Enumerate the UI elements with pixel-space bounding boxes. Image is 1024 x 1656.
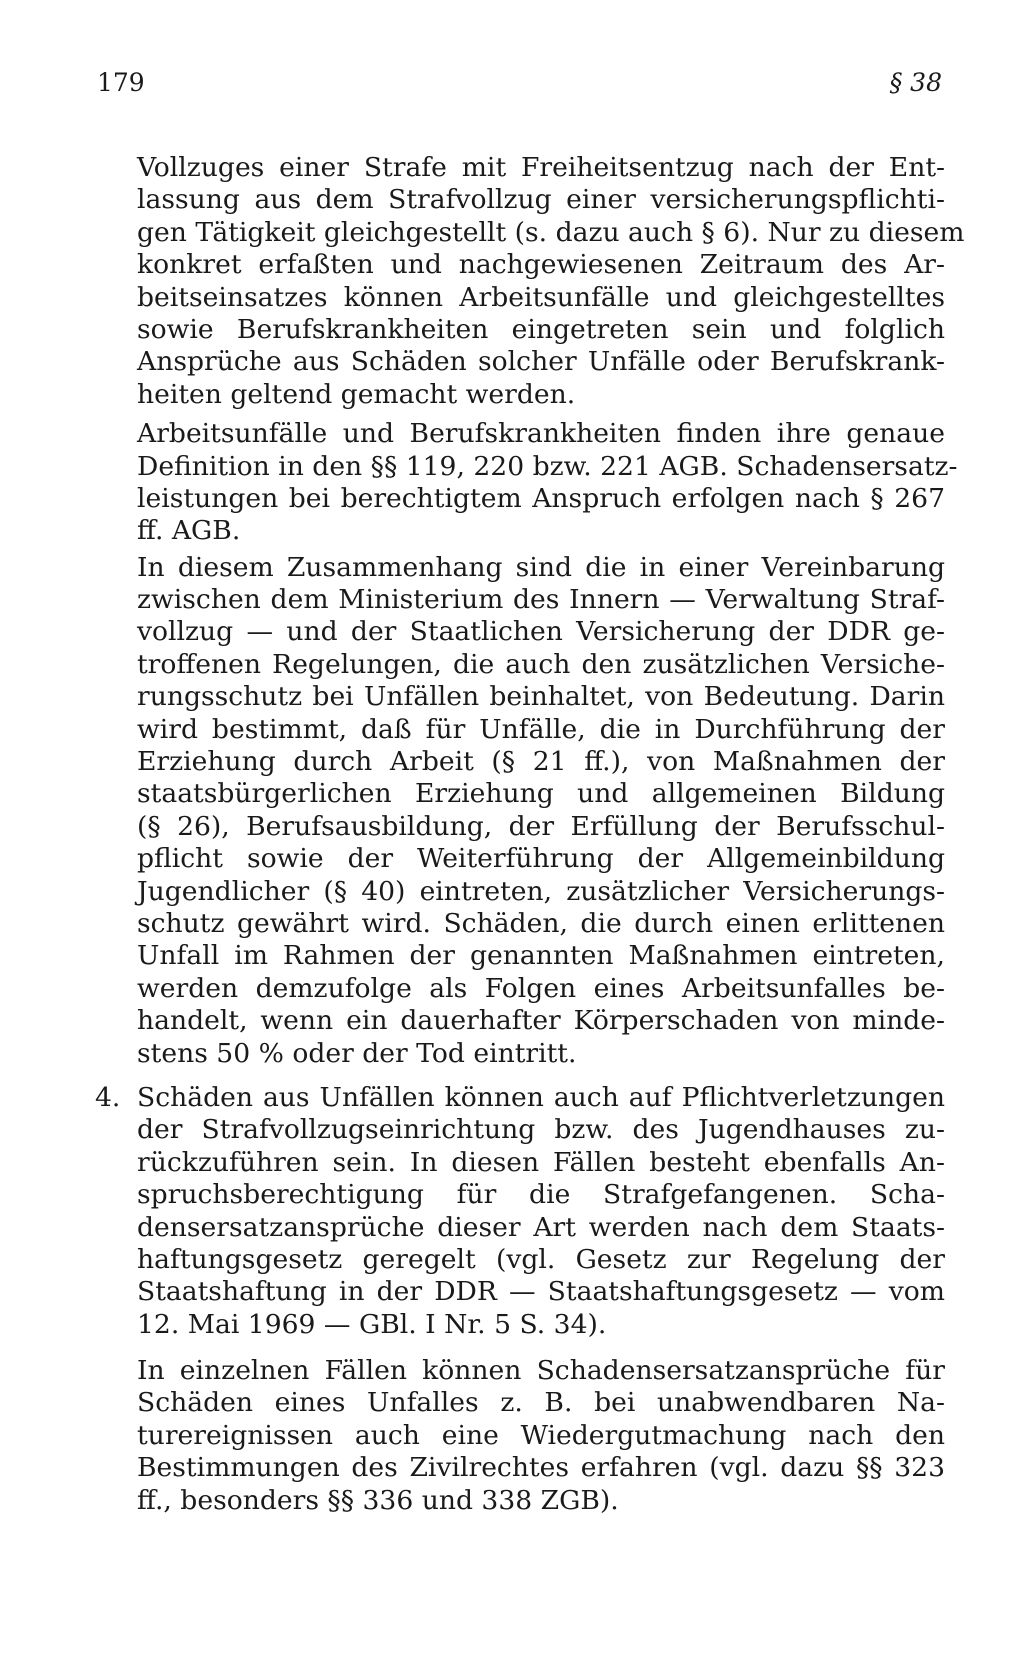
text-line: staatsbürgerlichen Erziehung und allgemeinen Bildung [137, 778, 945, 810]
text-line: Jugendlicher (§ 40) eintreten, zusätzlicher Versicherungs- [137, 875, 945, 907]
text-line: In diesem Zusammenhang sind die in einer Vereinbarung [137, 551, 945, 583]
text-line: stens 50 % oder der Tod eintritt. [137, 1037, 577, 1069]
text-line: leistungen bei berechtigtem Anspruch erfolgen nach § 267 [137, 482, 945, 514]
text-line: rungsschutz bei Unfällen beinhaltet, von Bedeutung. Darin [137, 681, 945, 713]
text-line: lassung aus dem Strafvollzug einer versicherungspflichti- [137, 184, 945, 216]
text-line: Definition in den §§ 119, 220 bzw. 221 AGB. Schadensersatz- [137, 450, 958, 482]
text-line: Ansprüche aus Schäden solcher Unfälle oder Berufskrank- [137, 346, 945, 378]
text-line: troffenen Regelungen, die auch den zusätzlichen Versiche- [137, 648, 945, 680]
text-line: rückzuführen sein. In diesen Fällen besteht ebenfalls An- [137, 1146, 945, 1178]
text-line: (§ 26), Berufsausbildung, der Erfüllung der Berufsschul- [137, 810, 945, 842]
text-line: werden demzufolge als Folgen eines Arbeitsunfalles be- [137, 972, 945, 1004]
text-line: handelt, wenn ein dauerhafter Körperschaden von minde- [137, 1005, 945, 1037]
text-line: wird bestimmt, daß für Unfälle, die in Durchführung der [137, 713, 945, 745]
text-line: haftungsgesetz geregelt (vgl. Gesetz zur Regelung der [137, 1243, 945, 1275]
text-line: der Strafvollzugseinrichtung bzw. des Jugendhauses zu- [137, 1114, 945, 1146]
text-line: pflicht sowie der Weiterführung der Allgemeinbildung [137, 843, 945, 875]
text-line: vollzug — und der Staatlichen Versicherung der DDR ge- [137, 616, 945, 648]
section-reference: § 38 [889, 68, 942, 97]
paragraph-definitions [137, 418, 958, 548]
text-line: densersatzansprüche dieser Art werden nach dem Staats- [137, 1211, 945, 1243]
text-line: konkret erfaßten und nachgewiesenen Zeitraum des Ar- [137, 249, 945, 281]
text-line: gen Tätigkeit gleichgestellt (s. dazu auch § 6). Nur zu diesem [137, 216, 965, 248]
text-line: Schäden eines Unfalles z. B. bei unabwendbaren Na- [137, 1387, 945, 1419]
text-line: Staatshaftung in der DDR — Staatshaftungsgesetz — vom [137, 1276, 945, 1308]
text-line: spruchsberechtigung für die Strafgefangenen. Scha- [137, 1179, 945, 1211]
paragraph-agreement [137, 552, 945, 1070]
text-line: In einzelnen Fällen können Schadensersatzansprüche für [137, 1355, 945, 1387]
text-line: ff. AGB. [137, 515, 241, 547]
text-line: Arbeitsunfälle und Berufskrankheiten finden ihre genaue [137, 418, 945, 450]
text-line: Unfall im Rahmen der genannten Maßnahmen eintreten, [137, 940, 945, 972]
body-text [95, 152, 965, 1517]
item-number: 4. [95, 1081, 121, 1113]
text-line: 12. Mai 1969 — GBl. I Nr. 5 S. 34). [137, 1308, 607, 1340]
paragraph-civil-law [137, 1355, 945, 1517]
page-number: 179 [97, 68, 145, 97]
text-line: Vollzuges einer Strafe mit Freiheitsentzug nach der Ent- [137, 152, 945, 183]
text-line: Bestimmungen des Zivilrechtes erfahren (vgl. dazu §§ 323 [137, 1452, 945, 1484]
numbered-item-4 [95, 1081, 945, 1341]
text-line: beitseinsatzes können Arbeitsunfälle und gleichgestelltes [137, 281, 945, 313]
text-line: Schäden aus Unfällen können auch auf Pflichtverletzungen [137, 1081, 945, 1113]
text-line: zwischen dem Ministerium des Innern — Verwaltung Straf- [137, 584, 945, 616]
text-line: ff., besonders §§ 336 und 338 ZGB). [137, 1484, 619, 1516]
text-line: sowie Berufskrankheiten eingetreten sein und folglich [137, 313, 945, 345]
text-line: Erziehung durch Arbeit (§ 21 ff.), von Maßnahmen der [137, 746, 945, 778]
text-line: turereignissen auch eine Wiedergutmachung nach den [137, 1419, 945, 1451]
text-line: schutz gewährt wird. Schäden, die durch einen erlittenen [137, 907, 945, 939]
paragraph-continuation [137, 152, 965, 411]
text-line: heiten geltend gemacht werden. [137, 378, 576, 410]
